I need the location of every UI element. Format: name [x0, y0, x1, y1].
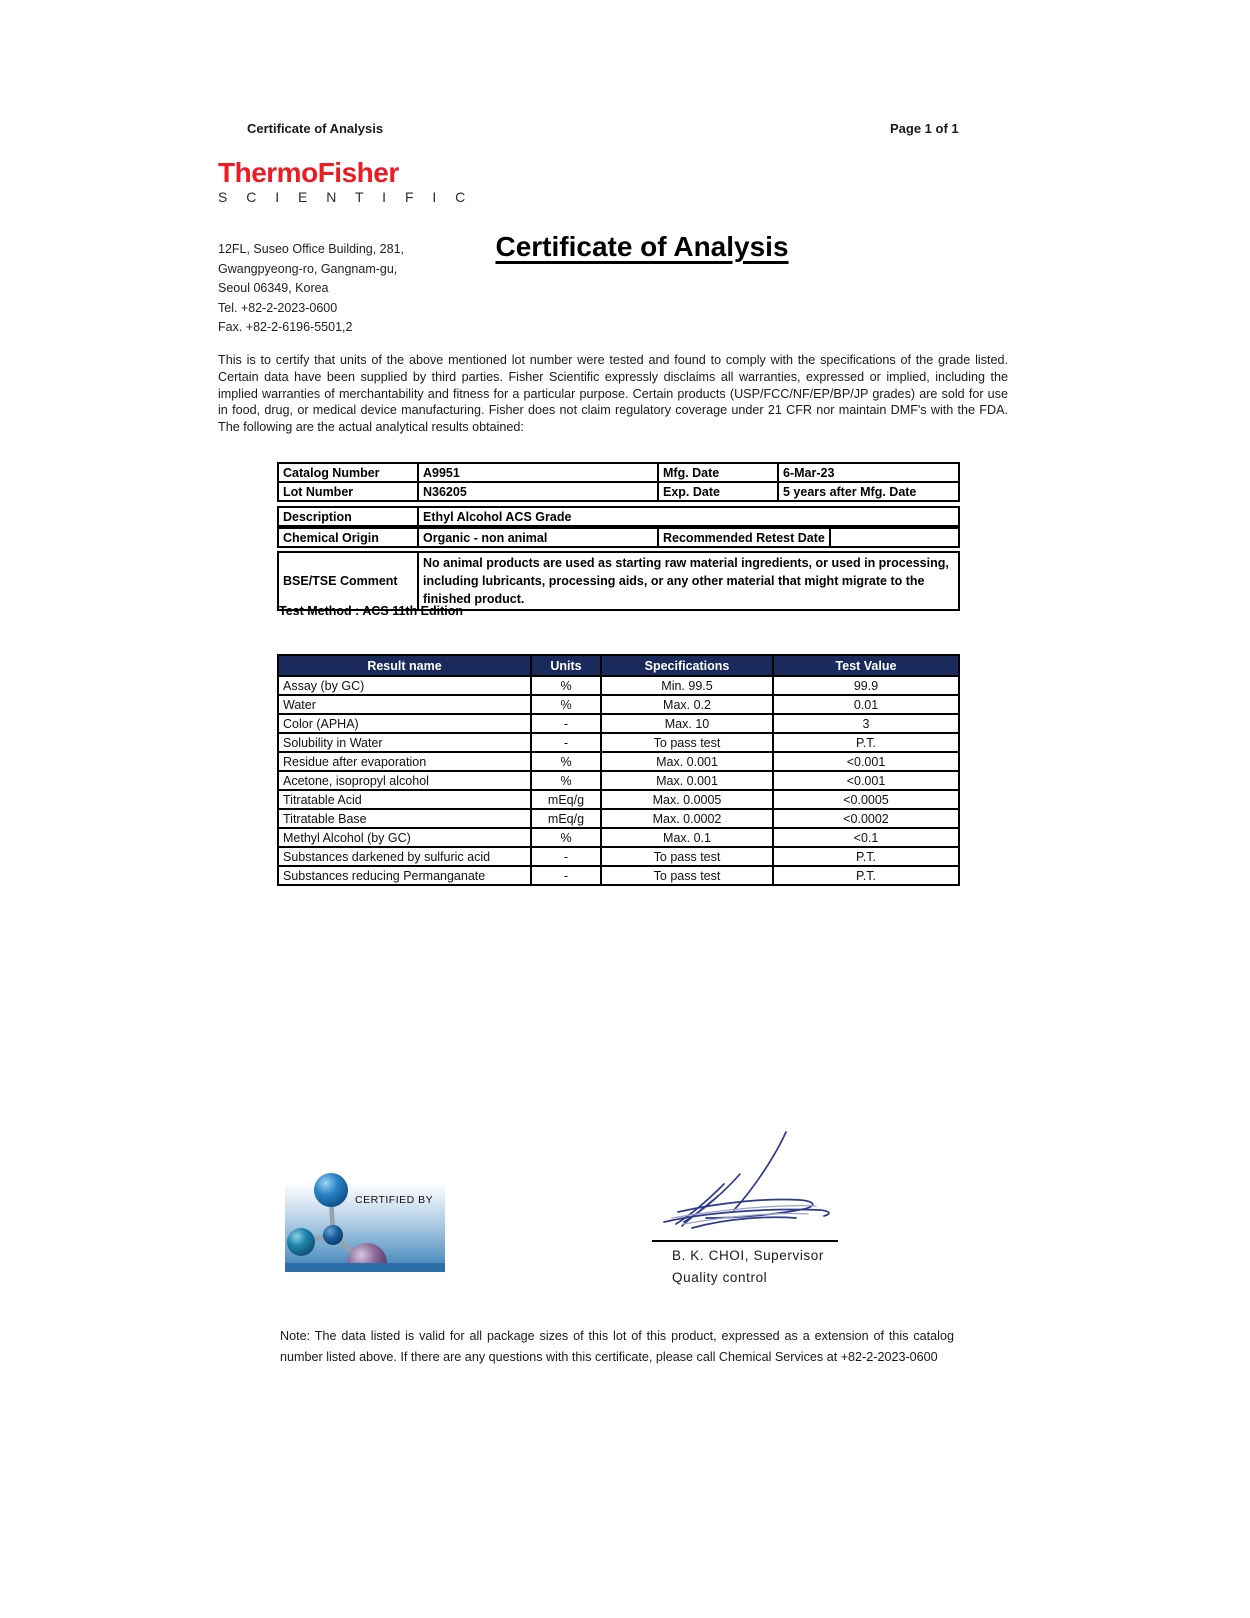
- result-units: mEq/g: [531, 790, 601, 809]
- result-name: Residue after evaporation: [278, 752, 531, 771]
- exp-date-label: Exp. Date: [658, 482, 778, 501]
- result-units: -: [531, 714, 601, 733]
- result-value: <0.001: [773, 771, 959, 790]
- signatory-department: Quality control: [672, 1270, 768, 1285]
- result-name: Assay (by GC): [278, 676, 531, 695]
- result-name: Methyl Alcohol (by GC): [278, 828, 531, 847]
- table-row: [278, 463, 959, 482]
- molecule-icon: [285, 1150, 445, 1272]
- result-name: Titratable Acid: [278, 790, 531, 809]
- result-units: -: [531, 733, 601, 752]
- table-row: [278, 847, 959, 866]
- result-spec: To pass test: [601, 847, 773, 866]
- bse-tse-comment: No animal products are used as starting raw material ingredients, or used in processing, including lubricants, processing aids, or any other material that might migrate to the finished product.: [418, 552, 959, 610]
- col-units: Units: [531, 655, 601, 676]
- stamp-bottom-band: [285, 1263, 445, 1272]
- chemical-origin-label: Chemical Origin: [278, 528, 418, 547]
- result-name: Titratable Base: [278, 809, 531, 828]
- result-spec: Max. 0.0002: [601, 809, 773, 828]
- result-value: 0.01: [773, 695, 959, 714]
- result-spec: Max. 0.001: [601, 771, 773, 790]
- result-spec: Max. 0.0005: [601, 790, 773, 809]
- logo-thermo: Thermo: [218, 157, 318, 188]
- catalog-number-label: Catalog Number: [278, 463, 418, 482]
- test-method-label: Test Method : ACS 11th Edition: [279, 604, 464, 618]
- result-value: <0.0002: [773, 809, 959, 828]
- chemical-origin-value: Organic - non animal: [418, 528, 658, 547]
- result-units: %: [531, 752, 601, 771]
- thermofisher-logo: [218, 158, 473, 205]
- table-row: [278, 771, 959, 790]
- table-row: [278, 695, 959, 714]
- col-test-value: Test Value: [773, 655, 959, 676]
- result-spec: Max. 0.001: [601, 752, 773, 771]
- result-spec: To pass test: [601, 733, 773, 752]
- result-name: Substances reducing Permanganate: [278, 866, 531, 885]
- chemical-origin-table: [277, 527, 960, 548]
- result-units: %: [531, 771, 601, 790]
- table-row: [278, 866, 959, 885]
- result-units: %: [531, 828, 601, 847]
- certified-by-stamp: [285, 1150, 445, 1272]
- company-address: [218, 240, 404, 338]
- address-line: Tel. +82-2-2023-0600: [218, 300, 338, 315]
- description-label: Description: [278, 507, 418, 526]
- result-units: %: [531, 695, 601, 714]
- mfg-date-label: Mfg. Date: [658, 463, 778, 482]
- result-spec: To pass test: [601, 866, 773, 885]
- result-value: P.T.: [773, 733, 959, 752]
- product-info-table: [277, 462, 960, 502]
- description-value: Ethyl Alcohol ACS Grade: [418, 507, 959, 526]
- address-line: Gwangpyeong-ro, Gangnam-gu,: [218, 261, 398, 276]
- description-table: [277, 506, 960, 527]
- result-value: 99.9: [773, 676, 959, 695]
- catalog-number-value: A9951: [418, 463, 658, 482]
- bse-tse-label: BSE/TSE Comment: [278, 552, 418, 610]
- certification-paragraph: This is to certify that units of the above mentioned lot number were tested and found to comply with the specifications of the grade listed. Certain data have been supplied by third parties. Fisher Scientific expressly disclaims all warranties, expressed or implied, including the implied warranties of merchantability and fitness for a particular purpose. Certain products (USP/FCC/NF/EP/BP/JP grades) are sold for use in food, drug, or medical device manufacturing. Fisher does not claim regulatory coverage under 21 CFR nor maintain DMF's with the FDA. The following are the actual analytical results obtained:: [218, 353, 1008, 435]
- table-row: [278, 528, 959, 547]
- result-spec: Min. 99.5: [601, 676, 773, 695]
- result-name: Substances darkened by sulfuric acid: [278, 847, 531, 866]
- bse-tse-table: [277, 551, 960, 611]
- table-row: [278, 733, 959, 752]
- signature-line: [652, 1240, 838, 1242]
- results-header-row: [278, 655, 959, 676]
- result-units: mEq/g: [531, 809, 601, 828]
- result-value: 3: [773, 714, 959, 733]
- result-name: Water: [278, 695, 531, 714]
- result-name: Solubility in Water: [278, 733, 531, 752]
- product-info-section: [277, 462, 958, 611]
- table-row: [278, 809, 959, 828]
- lot-number-label: Lot Number: [278, 482, 418, 501]
- header-doc-label: Certificate of Analysis: [247, 121, 384, 136]
- result-spec: Max. 10: [601, 714, 773, 733]
- logo-fisher: Fisher: [317, 157, 399, 188]
- results-table: [277, 654, 960, 886]
- result-value: P.T.: [773, 847, 959, 866]
- table-row: [278, 676, 959, 695]
- page-number: Page 1 of 1: [890, 121, 959, 136]
- table-row: [278, 552, 959, 610]
- result-value: <0.1: [773, 828, 959, 847]
- col-result-name: Result name: [278, 655, 531, 676]
- logo-wordmark: [218, 158, 473, 188]
- result-name: Acetone, isopropyl alcohol: [278, 771, 531, 790]
- address-line: Seoul 06349, Korea: [218, 281, 329, 295]
- table-row: [278, 714, 959, 733]
- address-line: 12FL, Suseo Office Building, 281,: [218, 242, 404, 256]
- certified-by-label: CERTIFIED BY: [355, 1194, 434, 1206]
- table-row: [278, 507, 959, 526]
- exp-date-value: 5 years after Mfg. Date: [778, 482, 959, 501]
- retest-date-value: [830, 528, 959, 547]
- result-value: <0.001: [773, 752, 959, 771]
- footer-note: Note: The data listed is valid for all package sizes of this lot of this product, expressed as a extension of this catalog number listed above. If there are any questions with this certificate, please call Chemical Services at +82-2-2023-0600: [280, 1329, 954, 1364]
- results-section: [277, 654, 958, 886]
- result-value: <0.0005: [773, 790, 959, 809]
- table-row: [278, 752, 959, 771]
- result-value: P.T.: [773, 866, 959, 885]
- result-name: Color (APHA): [278, 714, 531, 733]
- table-row: [278, 482, 959, 501]
- mfg-date-value: 6-Mar-23: [778, 463, 959, 482]
- result-spec: Max. 0.2: [601, 695, 773, 714]
- signatory-name: B. K. CHOI, Supervisor: [672, 1248, 824, 1263]
- result-units: %: [531, 676, 601, 695]
- retest-date-label: Recommended Retest Date: [658, 528, 830, 547]
- result-units: -: [531, 866, 601, 885]
- table-row: [278, 828, 959, 847]
- logo-scientific: S C I E N T I F I C: [218, 189, 473, 205]
- col-specifications: Specifications: [601, 655, 773, 676]
- document-title: Certificate of Analysis: [495, 231, 789, 262]
- result-spec: Max. 0.1: [601, 828, 773, 847]
- result-units: -: [531, 847, 601, 866]
- lot-number-value: N36205: [418, 482, 658, 501]
- signature-scribble: [648, 1126, 848, 1244]
- table-row: [278, 790, 959, 809]
- address-line: Fax. +82-2-6196-5501,2: [218, 320, 353, 334]
